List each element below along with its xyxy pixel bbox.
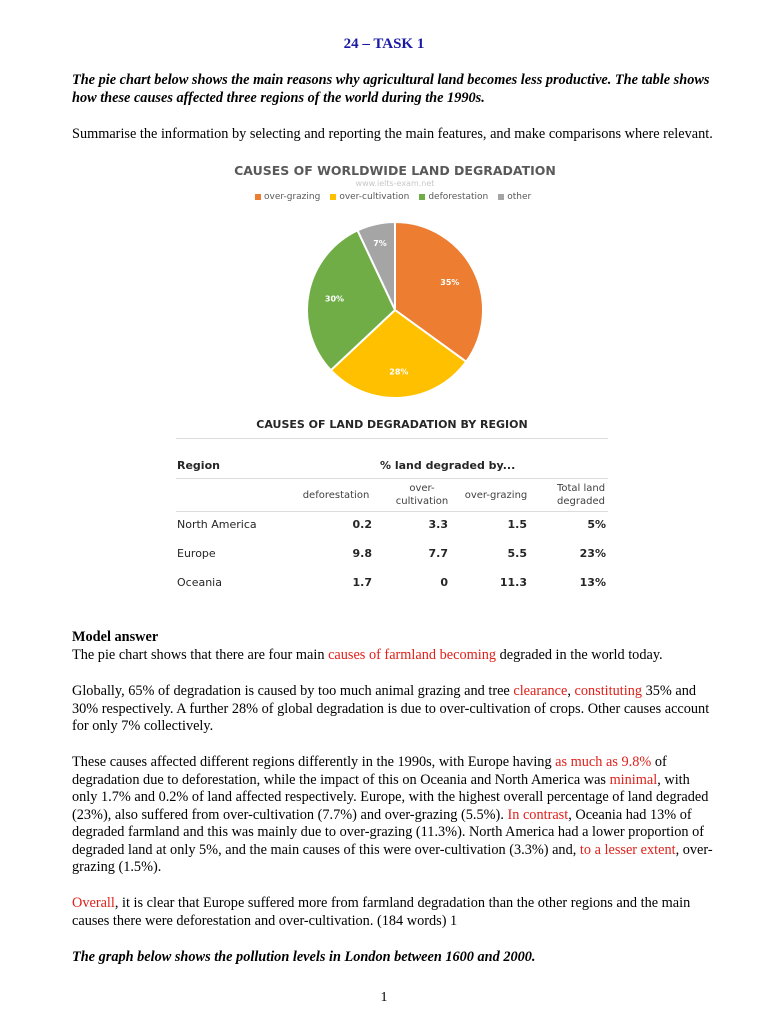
col-header-line: degraded — [557, 496, 605, 507]
pie-data-label: 35% — [440, 278, 460, 288]
text-run: , over-grazing (1.5%). — [72, 841, 713, 875]
text-run: 35% and 30% respectively. A further 28% of global degradation is due to over-cultivation of crops. Other causes account for only 7% collectively. — [72, 683, 710, 734]
highlighted-phrase: Overall — [72, 895, 115, 911]
highlighted-phrase: constituting — [574, 683, 642, 699]
text-run: These causes affected different regions differently in the 1990s, with Europe having — [72, 754, 556, 770]
answer-paragraph-2 — [72, 683, 716, 736]
model-answer-heading: Model answer — [72, 629, 159, 645]
table-row-label: North America — [177, 518, 257, 531]
legend-swatch — [498, 194, 504, 200]
table-cell: 0.2 — [352, 518, 372, 531]
table-cell: 11.3 — [499, 576, 527, 589]
legend-item-over-grazing — [255, 192, 320, 202]
legend-label: deforestation — [428, 192, 489, 202]
col-header-over-cultivation — [390, 482, 454, 508]
highlighted-phrase: minimal — [609, 771, 658, 788]
col-header-line: cultivation — [395, 496, 449, 507]
pie-legend — [255, 192, 531, 202]
table-cell: 5% — [587, 518, 606, 531]
task-intro: The pie chart below shows the main reasons why agricultural land becomes less productive. The table shows how these causes affected three regions of the world during the 1990s. — [72, 72, 710, 106]
legend-item-over-cultivation — [330, 192, 409, 202]
table-cell: 0 — [440, 576, 448, 589]
col-header-line: Total land — [556, 483, 606, 494]
table-cell: 1.5 — [507, 518, 527, 531]
highlighted-phrase: clearance — [513, 683, 568, 699]
table-cell: 1.7 — [352, 576, 372, 589]
col-header-total — [548, 482, 614, 508]
highlighted-phrase: as much as 9.8% — [555, 754, 652, 770]
legend-item-deforestation — [419, 192, 488, 202]
text-run: , it is clear that Europe suffered more from farmland degradation than the other regions and the main causes there were deforestation and over-cultivation. (184 words) 1 — [72, 895, 691, 929]
highlighted-phrase: to a lesser extent — [579, 841, 676, 858]
chart-watermark: www.ielts-exam.net — [355, 179, 435, 188]
legend-label: over-grazing — [264, 192, 321, 202]
table-title: CAUSES OF LAND DEGRADATION BY REGION — [256, 418, 528, 431]
text-run: The pie chart shows that there are four main — [72, 647, 329, 663]
pie-data-label: 30% — [324, 294, 345, 304]
legend-label: other — [507, 192, 532, 202]
pie-data-label: 28% — [389, 367, 409, 377]
legend-label: over-cultivation — [339, 192, 410, 202]
table-header-rule — [176, 478, 608, 479]
text-run: Globally, 65% of degradation is caused by too much animal grazing and tree — [72, 683, 514, 699]
table-cell: 3.3 — [428, 518, 448, 531]
text-run: of degradation due to deforestation, while the impact of this on Oceania and North America was — [72, 754, 667, 788]
text-run: degraded in the world today. — [496, 647, 663, 663]
table-cell: 5.5 — [507, 547, 527, 560]
col-header-over-grazing: over-grazing — [464, 490, 528, 501]
table-row-label: Europe — [177, 547, 216, 560]
table-group-header: % land degraded by... — [380, 459, 516, 472]
pie-data-label: 7% — [373, 239, 387, 249]
highlighted-phrase: causes of farmland becoming — [328, 647, 496, 663]
task-heading: 24 – TASK 1 — [343, 36, 425, 52]
answer-paragraph-3 — [72, 754, 716, 877]
text-run: , — [567, 683, 575, 699]
text-run: , Oceania had 13% of degraded farmland and this was mainly due to over-grazing (11.3%). North America had a lower proportion of degraded land at only 5%, and the main causes of this were over-cultivation (3.3%) and, — [72, 806, 705, 858]
table-row-header: Region — [177, 459, 220, 472]
col-header-deforestation: deforestation — [302, 490, 370, 501]
table-cell: 13% — [579, 576, 606, 589]
next-task-prompt: The graph below shows the pollution levels in London between 1600 and 2000. — [72, 949, 536, 965]
answer-paragraph-4 — [72, 895, 716, 930]
pie-chart — [300, 215, 490, 405]
table-top-rule — [176, 438, 608, 439]
pie-chart-title: CAUSES OF WORLDWIDE LAND DEGRADATION — [234, 163, 556, 178]
table-cell: 9.8 — [352, 547, 372, 560]
table-cell: 23% — [579, 547, 606, 560]
answer-paragraph-1 — [72, 647, 716, 665]
legend-swatch — [419, 194, 425, 200]
page-number: 1 — [380, 990, 388, 1005]
legend-swatch — [330, 194, 336, 200]
text-run: , with only 1.7% and 0.2% of land affected respectively. Europe, with the highest overall percentage of land degraded (23%), also suffered from over-cultivation (7.7%) and over-grazing (5.5%). — [72, 771, 709, 823]
highlighted-phrase: In contrast — [507, 806, 569, 823]
legend-item-other — [498, 192, 531, 202]
table-row-label: Oceania — [177, 576, 222, 589]
col-header-line: over- — [409, 483, 435, 494]
task-instruction: Summarise the information by selecting and reporting the main features, and make comparisons where relevant. — [72, 126, 713, 142]
legend-swatch — [255, 194, 261, 200]
table-subheader-rule — [176, 511, 608, 512]
table-cell: 7.7 — [428, 547, 448, 560]
